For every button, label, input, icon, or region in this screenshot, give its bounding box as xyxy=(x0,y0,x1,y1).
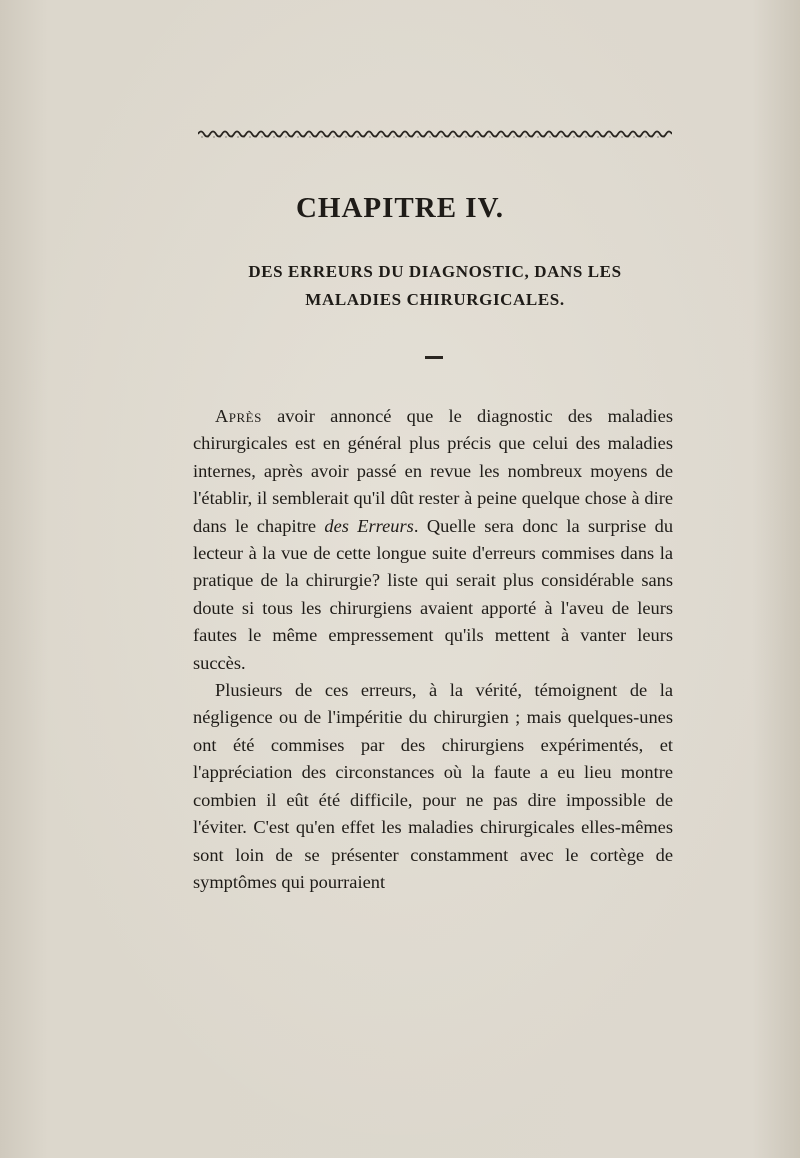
chapter-subtitle-line-2: MALADIES CHIRURGICALES. xyxy=(305,290,565,309)
body-text xyxy=(193,403,673,896)
decorative-ornament-rule xyxy=(198,128,672,140)
paragraph-2: Plusieurs de ces erreurs, à la vérité, témoignent de la négligence ou de l'impéritie du chirurgien ; mais quelques-unes ont été commises par des chirurgiens expérimentés, et l'appréciation des circonstances où la faute a eu lieu montre combien il eût été difficile, pour ne pas dire impossible de l'éviter. C'est qu'en effet les maladies chirurgicales elles-mêmes sont loin de se présenter constamment avec le cortège de symptômes qui pourraient xyxy=(193,680,673,892)
chapter-subtitle xyxy=(190,258,680,314)
paragraph-1 xyxy=(193,403,673,677)
paragraph-1-text-b: . Quelle sera donc la surprise du lecteur à la vue de cette longue suite d'erreurs commises dans la pratique de la chirurgie? liste qui serait plus considérable sans doute si tous les chirurgiens avaient apporté à l'aveu de leurs fautes le même empressement qu'ils mettent à vanter leurs succès. xyxy=(193,515,674,673)
paragraph-1-text-a: avoir annoncé que le diagnostic des maladies chirurgicales est en général plus précis que celui des maladies internes, après avoir passé en revue les nombreux moyens de l'établir, il semblerait qu'il dût rester à peine quelque chose à dire dans le chapitre xyxy=(193,406,673,536)
chapter-title: CHAPITRE IV. xyxy=(295,192,505,224)
chapter-subtitle-line-1: DES ERREURS DU DIAGNOSTIC, DANS LES xyxy=(248,262,622,281)
section-divider xyxy=(425,356,443,359)
paragraph-1-italic-title: des Erreurs xyxy=(324,515,414,536)
paragraph-1-lead-word: Après xyxy=(215,406,262,426)
